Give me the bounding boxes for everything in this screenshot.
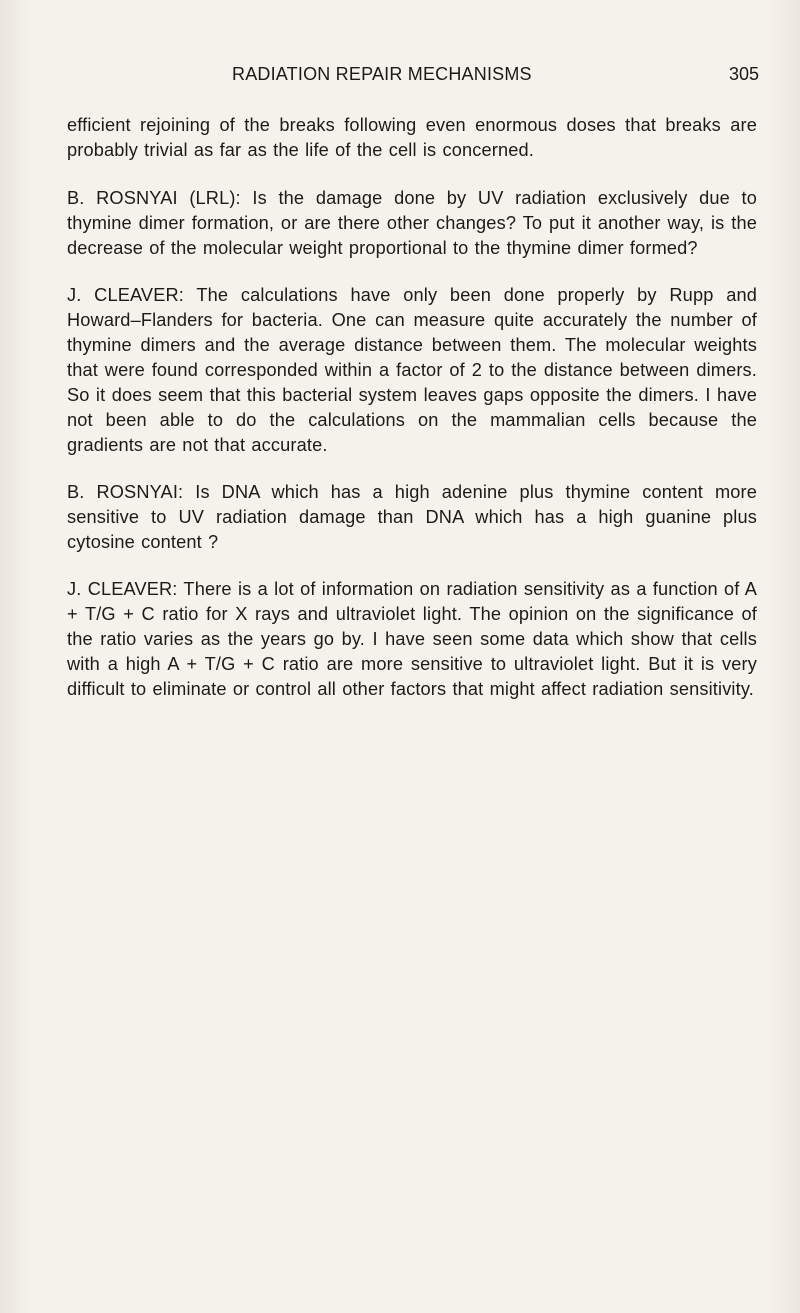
body-text	[67, 113, 757, 724]
paragraph-rosnyai-question-2: B. ROSNYAI: Is DNA which has a high adenine plus thymine content more sensitive to UV radiation damage than DNA which has a high guanine plus cytosine content ?	[67, 482, 757, 552]
paragraph-rosnyai-question-1: B. ROSNYAI (LRL): Is the damage done by UV radiation exclusively due to thymine dimer formation, or are there other changes? To put it another way, is the decrease of the molecular weight proportional to the thymine dimer formed?	[67, 188, 757, 258]
paragraph-continuation: efficient rejoining of the breaks following even enormous doses that breaks are probably trivial as far as the life of the cell is concerned.	[67, 115, 757, 160]
page-number: 305	[728, 64, 759, 84]
running-head	[0, 64, 800, 88]
running-title: RADIATION REPAIR MECHANISMS	[232, 64, 532, 84]
paragraph-cleaver-answer-1: J. CLEAVER: The calculations have only been done properly by Rupp and Howard–Flanders for bacteria. One can measure quite accurately the number of thymine dimers and the average distance between them. The molecular weights that were found corresponded within a factor of 2 to the distance between dimers. So it does seem that this bacterial system leaves gaps opposite the dimers. I have not been able to do the calculations on the mammalian cells because the gradients are not that accurate.	[67, 285, 757, 455]
paragraph-cleaver-answer-2: J. CLEAVER: There is a lot of information on radiation sensitivity as a function of A + T/G + C ratio for X rays and ultraviolet light. The opinion on the significance of the ratio varies as the years go by. I have seen some data which show that cells with a high A + T/G + C ratio are more sensitive to ultraviolet light. But it is very difficult to eliminate or control all other factors that might affect radiation sensitivity.	[67, 579, 757, 699]
